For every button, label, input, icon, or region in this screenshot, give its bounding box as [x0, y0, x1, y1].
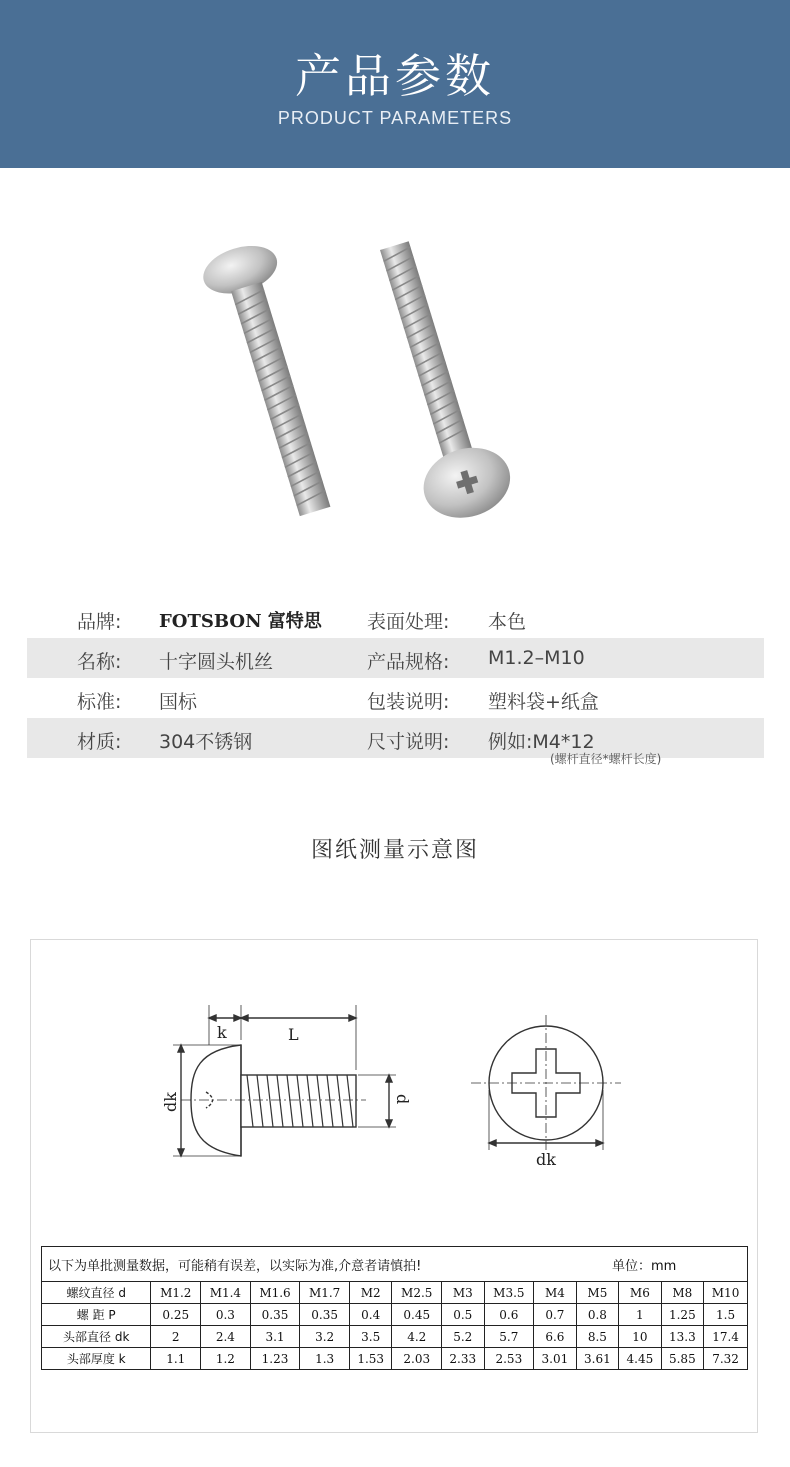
table-cell: 0.8: [576, 1304, 618, 1326]
table-unit: 单位：mm: [612, 1258, 677, 1274]
table-cell: M1.7: [300, 1282, 350, 1304]
table-cell: M10: [704, 1282, 748, 1304]
table-cell: 4.2: [392, 1326, 442, 1348]
label-dk-top: dk: [536, 1150, 556, 1169]
table-cell: 13.3: [661, 1326, 703, 1348]
table-cell: 17.4: [704, 1326, 748, 1348]
row-label: 头部直径 dk: [42, 1326, 151, 1348]
param-key: 产品规格:: [367, 651, 450, 673]
table-cell: 5.2: [442, 1326, 484, 1348]
table-cell: 1.23: [250, 1348, 300, 1370]
table-cell: 0.35: [250, 1304, 300, 1326]
param-value: 塑料袋+纸盒: [488, 691, 599, 713]
param-key: 包装说明:: [367, 691, 450, 713]
table-cell: 0.7: [534, 1304, 576, 1326]
param-value: M1.2–M10: [488, 647, 585, 669]
param-value: 国标: [159, 691, 198, 713]
table-cell: 0.4: [349, 1304, 391, 1326]
table-cell: M1.6: [250, 1282, 300, 1304]
table-cell: M6: [619, 1282, 661, 1304]
table-cell: 10: [619, 1326, 661, 1348]
row-label: 头部厚度 k: [42, 1348, 151, 1370]
table-row: [42, 1326, 748, 1348]
drawing-panel: [30, 939, 758, 1433]
table-cell: 2.33: [442, 1348, 484, 1370]
param-key: 名称:: [77, 651, 122, 673]
page-subtitle: PRODUCT PARAMETERS: [277, 108, 513, 128]
table-cell: 1.25: [661, 1304, 703, 1326]
table-header-row: [42, 1247, 748, 1282]
table-cell: 3.61: [576, 1348, 618, 1370]
table-cell: 3.1: [250, 1326, 300, 1348]
table-cell: 2.4: [201, 1326, 251, 1348]
label-d: d: [393, 1094, 412, 1105]
row-label: 螺纹直径 d: [42, 1282, 151, 1304]
table-cell: 4.45: [619, 1348, 661, 1370]
table-cell: 5.7: [484, 1326, 534, 1348]
dimension-table: [41, 1246, 748, 1370]
table-cell: 1.5: [704, 1304, 748, 1326]
table-cell: M2: [349, 1282, 391, 1304]
label-L: L: [288, 1025, 299, 1044]
table-cell: M5: [576, 1282, 618, 1304]
table-cell: 0.5: [442, 1304, 484, 1326]
param-value: 本色: [488, 611, 527, 633]
param-key: 标准:: [77, 691, 122, 713]
table-cell: M8: [661, 1282, 703, 1304]
table-cell: 1.1: [151, 1348, 201, 1370]
table-cell: 0.45: [392, 1304, 442, 1326]
header-banner: [0, 0, 790, 168]
table-cell: 7.32: [704, 1348, 748, 1370]
screw-diagram: [161, 1000, 631, 1175]
label-dk-side: dk: [161, 1092, 180, 1112]
param-value: 例如:M4*12: [488, 731, 595, 753]
table-cell: M3.5: [484, 1282, 534, 1304]
param-value: 304不锈钢: [159, 731, 253, 753]
product-photo: [150, 225, 620, 555]
table-cell: 0.6: [484, 1304, 534, 1326]
table-row: [42, 1304, 748, 1326]
param-key: 尺寸说明:: [367, 731, 450, 753]
table-cell: 1: [619, 1304, 661, 1326]
table-intro: 以下为单批测量数据，可能稍有误差，以实际为准,介意者请慎拍!: [48, 1258, 422, 1274]
table-cell: 8.5: [576, 1326, 618, 1348]
param-row: [27, 598, 764, 638]
table-cell: 3.5: [349, 1326, 391, 1348]
table-cell: M1.2: [151, 1282, 201, 1304]
page-title: 产品参数: [295, 49, 495, 103]
top-view: [471, 1015, 621, 1150]
table-cell: 5.85: [661, 1348, 703, 1370]
table-row: [42, 1348, 748, 1370]
table-cell: 3.2: [300, 1326, 350, 1348]
table-cell: M2.5: [392, 1282, 442, 1304]
parameter-list: [27, 598, 764, 758]
table-header: [42, 1247, 748, 1282]
brand-value: FOTSBON 富特思: [159, 611, 322, 632]
section-title: 图纸测量示意图: [310, 838, 479, 863]
table-row: [42, 1282, 748, 1304]
table-cell: M4: [534, 1282, 576, 1304]
param-row: [27, 678, 764, 718]
table-cell: 2.53: [484, 1348, 534, 1370]
table-cell: 0.3: [201, 1304, 251, 1326]
table-cell: 1.2: [201, 1348, 251, 1370]
size-note: (螺杆直径*螺杆长度): [550, 752, 662, 766]
param-key: 材质:: [77, 731, 122, 753]
param-row: [27, 638, 764, 678]
table-cell: 6.6: [534, 1326, 576, 1348]
table-cell: 0.35: [300, 1304, 350, 1326]
table-cell: M3: [442, 1282, 484, 1304]
table-cell: 1.3: [300, 1348, 350, 1370]
label-k: k: [217, 1023, 227, 1042]
row-label: 螺 距 P: [42, 1304, 151, 1326]
param-key: 品牌:: [77, 611, 122, 633]
table-cell: 1.53: [349, 1348, 391, 1370]
table-cell: 2.03: [392, 1348, 442, 1370]
table-cell: 3.01: [534, 1348, 576, 1370]
table-cell: 0.25: [151, 1304, 201, 1326]
param-key: 表面处理:: [367, 611, 450, 633]
side-view: [173, 1005, 396, 1156]
table-cell: 2: [151, 1326, 201, 1348]
param-value: 十字圆头机丝: [159, 651, 274, 673]
table-cell: M1.4: [201, 1282, 251, 1304]
